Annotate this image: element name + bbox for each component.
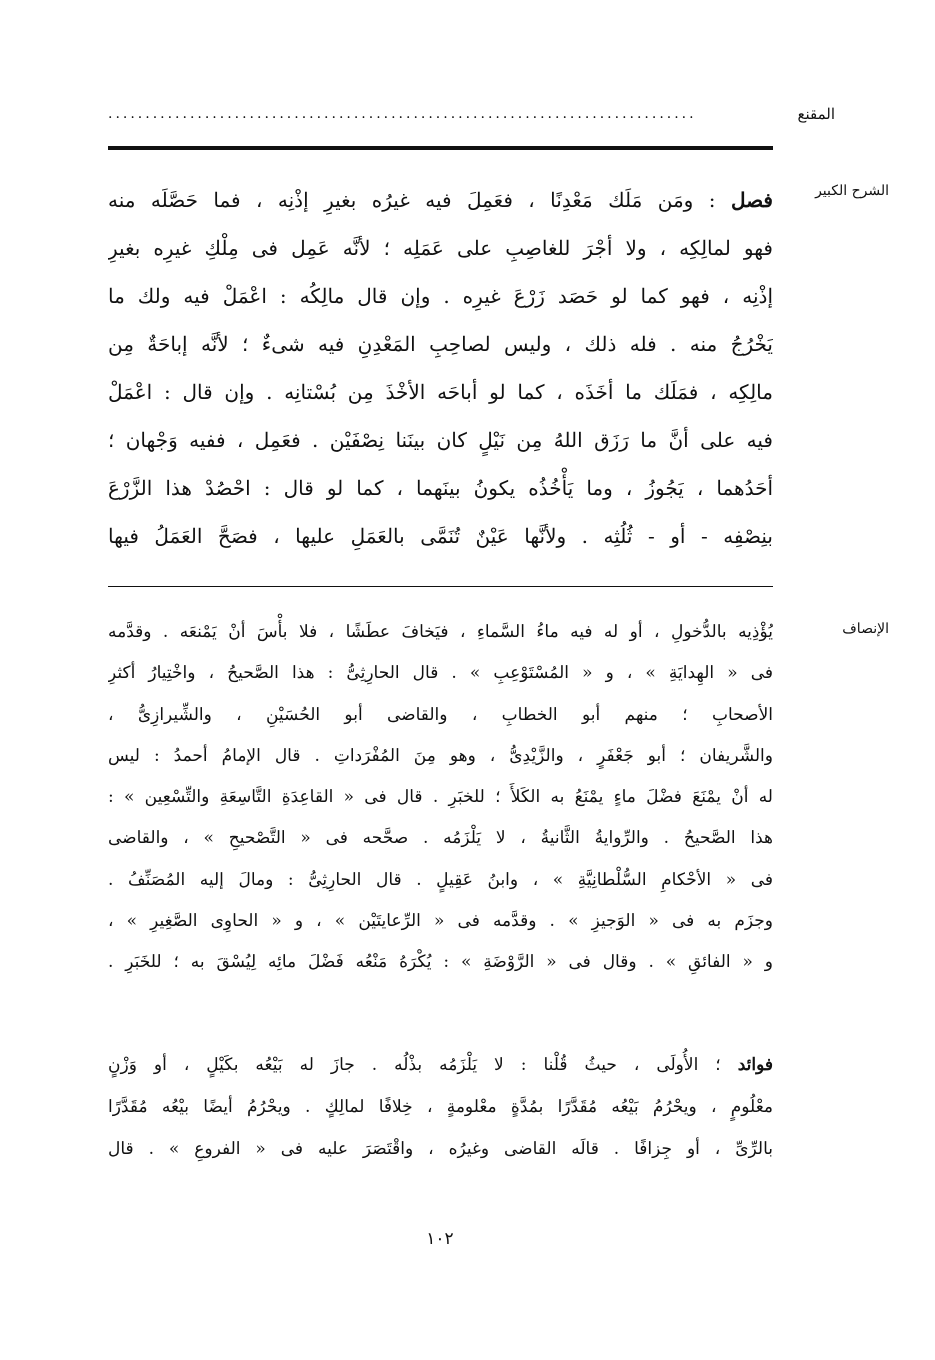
text-line: و « الفائقِ » . وقال فى « الرَّوْضَةِ » : يُكْرَهُ مَنْعُه فَضْلَ مائِه لِيُسْقَ به ؛ للخَبَرِ . xyxy=(108,952,773,973)
text-line: الأصحابِ ؛ منهم أبو الخطابِ ، والقاضى أبو الحُسَيْنِ ، والشِّيرازِىُّ ، xyxy=(108,704,773,725)
fawaid-text-block xyxy=(108,1044,773,1170)
text-line: فيه على أنَّ ما رَزَق اللهُ مِن نَيْلٍ كان بينَنا نِصْفَيْن . فعَمِل ، ففيه وَجْهان ؛ xyxy=(108,428,773,452)
text-line: يُؤْذِيه بالدُّخولِ ، أو له فيه ماءُ السَّماءِ ، فيَخافَ عطَشًا ، فلا بأْسَ أنْ يَمْنعَه . وقدَّمه xyxy=(108,622,773,642)
running-head-title: المقنع xyxy=(797,105,835,123)
text-line: فى « الهِدايَةِ » ، و « المُسْتَوْعِبِ » . قال الحارِثِىُّ : هذا الصَّحيحُ ، واخْتِيارُ أكثرِ xyxy=(108,663,773,684)
text-line: إذْنِه ، فهو كما لو حَصَد زَرْعَ غيرِه . وإن قال مالِكُه : اعْمَلْ فيه ولك ما xyxy=(108,284,773,308)
text-line: معْلُومٍ ، ويحْرُمُ بَيْعُه مُقَدَّرًا بمُدَّةٍ معْلومةٍ ، خِلافًا لمالِكٍ . ويحْرُمُ أيضًا بيْعُه مُقَدَّرًا xyxy=(108,1097,773,1117)
text-line: بالرِّىِّ ، أو جِزافًا . قالَه القاضى وغيرُه ، واقْتَصَرَ عليه فى « الفروعِ » . قال xyxy=(108,1139,773,1159)
text-line xyxy=(108,1044,773,1086)
sharh-text-block xyxy=(108,176,773,560)
margin-label-insaf: الإنصاف xyxy=(842,621,889,637)
text-line: والشَّريفان ؛ أبو جَعْفَرٍ ، والزَّيْدِىُّ ، وهو مِنَ المُفْرَداتِ . قال الإمامُ أحمدُ : ليس xyxy=(108,745,773,766)
text-span: ؛ الأُولَى ، حيثُ قُلْنا : لا يَلْزَمُه بذْلُه . جازَ له بَيْعُه بكَيْلٍ ، أو وَزْنٍ xyxy=(108,1055,738,1075)
text-line: بنِصْفِه - أو - ثُلُثِه . ولأنَّها عَيْنٌ تُنَمَّى بالعَمَلِ عليها ، فصَحَّ العَمَلُ فيها xyxy=(108,524,773,548)
fawaid-heading: فوائد xyxy=(737,1055,773,1075)
dot-leader: ............................................................................... xyxy=(108,106,697,122)
text-line xyxy=(108,176,773,224)
text-line: له أنْ يمْنَعَ فضْلَ ماءٍ يمْنَعُ به الكَلأَ ؛ للخبَرِ . قال فى « القاعِدَةِ التَّاسِعَةِ والتِّسْعِين » : xyxy=(108,787,773,808)
text-line: يَخْرُجُ منه . فله ذلك ، وليس لصاحِبِ المَعْدِنِ فيه شىءٌ ؛ لأنَّه إباحَةٌ مِن xyxy=(108,332,773,356)
insaf-text-block xyxy=(108,612,773,984)
text-line: هذا الصَّحيحُ . والرِّوايةُ الثَّانيةُ ، لا يَلْزَمُه . صحَّحه فى « التَّصْحيحِ » ، والقاضى xyxy=(108,828,773,849)
text-span: : ومَن مَلَك مَعْدِنًا ، فعَمِلَ فيه غيرُه بغيرِ إذْنِه ، فما حَصَّلَه منه xyxy=(108,188,731,212)
section-divider xyxy=(108,586,773,587)
margin-label-sharh: الشرح الكبير xyxy=(815,183,889,199)
text-line: فى « الأحْكامِ السُّلْطانِيَّةِ » ، وابنُ عَقِيلٍ . قال الحارِثِىُّ : ومالَ إليه المُصَنِّفُ . xyxy=(108,869,773,890)
header-rule xyxy=(108,146,773,150)
page-number: ١٠٢ xyxy=(426,1229,454,1249)
text-line: أحَدُهما ، يَجُوزُ ، وما يَأْخُذُه يكونُ بينَهما ، كما لو قال : احْصُدْ هذا الزَّرْعَ xyxy=(108,476,773,500)
text-line: وجزَم به فى « الوَجيزِ » . وقدَّمه فى « الرِّعايتَيْن » ، و « الحاوِى الصَّغِيرِ » ، xyxy=(108,911,773,932)
text-line: مالِكِه ، فمَلَك ما أخَذَه ، كما لو أباحَه الأخْذَ مِن بُسْتانِه . وإن قال : اعْمَلْ xyxy=(108,380,773,404)
text-line: فهو لمالِكِه ، ولا أجْرَ للغاصِبِ على عَمَلِه ؛ لأنَّه عَمِل فى مِلْكِ غيرِه بغيرِ xyxy=(108,236,773,260)
section-heading: فصل xyxy=(730,188,773,212)
